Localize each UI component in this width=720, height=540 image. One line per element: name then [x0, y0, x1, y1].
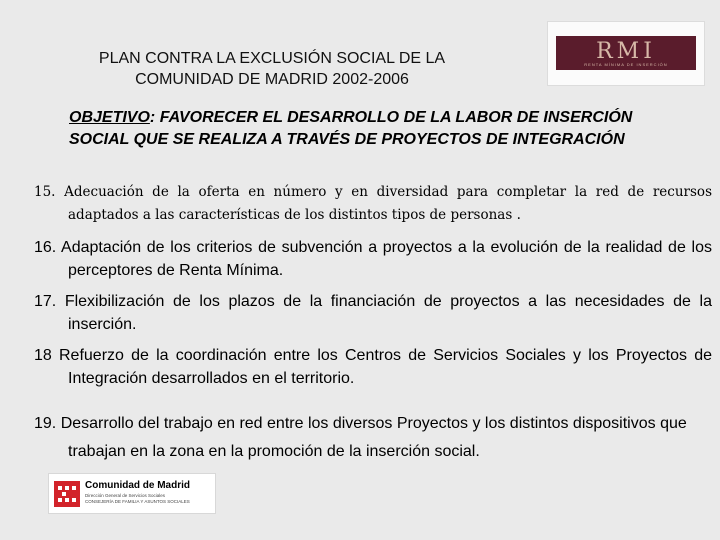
title-line-1: PLAN CONTRA LA EXCLUSIÓN SOCIAL DE LA	[98, 50, 446, 67]
madrid-flag-icon	[54, 481, 80, 507]
cm-logo-line2: CONSEJERÍA DE FAMILIA Y ASUNTOS SOCIALES	[85, 499, 190, 504]
list-item: 18 Refuerzo de la coordinación entre los Centros de Servicios Sociales y los Proyectos de Integración desarrollados en el territorio.	[34, 347, 712, 387]
objective-text: FAVORECER EL DESARROLLO DE LA LABOR DE INSERCIÓN SOCIAL QUE SE REALIZA A TRAVÉS DE PROYECTOS DE INTEGRACIÓN	[69, 109, 633, 148]
list-item: 17. Flexibilización de los plazos de la financiación de proyectos a las necesidades de la inserción.	[34, 293, 712, 333]
list-item: 16. Adaptación de los criterios de subvención a proyectos a la evolución de la realidad de los perceptores de Renta Mínima.	[34, 239, 712, 279]
rmi-logo-subtitle: RENTA MÍNIMA DE INSERCIÓN	[584, 62, 668, 67]
title-line-2: COMUNIDAD DE MADRID 2002-2006	[135, 71, 409, 88]
page-title	[62, 48, 482, 90]
objective-separator: :	[149, 109, 160, 126]
comunidad-madrid-logo	[48, 473, 216, 514]
objective-heading	[69, 107, 689, 151]
list-item: 15. Adecuación de la oferta en número y en diversidad para completar la red de recursos adaptados a las características de los distintos tipos de personas .	[34, 184, 712, 223]
rmi-logo-text: RMI	[596, 39, 656, 64]
rmi-logo-band	[556, 36, 696, 70]
objective-label: OBJETIVO	[69, 109, 150, 126]
rmi-logo	[547, 21, 705, 86]
cm-logo-name: Comunidad de Madrid	[85, 480, 190, 491]
cm-logo-line1: Dirección General de Servicios Sociales	[85, 493, 166, 498]
list-item: 19. Desarrollo del trabajo en red entre los diversos Proyectos y los distintos dispositivos que trabajan en la zona en la promoción de la inserción social.	[34, 415, 687, 460]
